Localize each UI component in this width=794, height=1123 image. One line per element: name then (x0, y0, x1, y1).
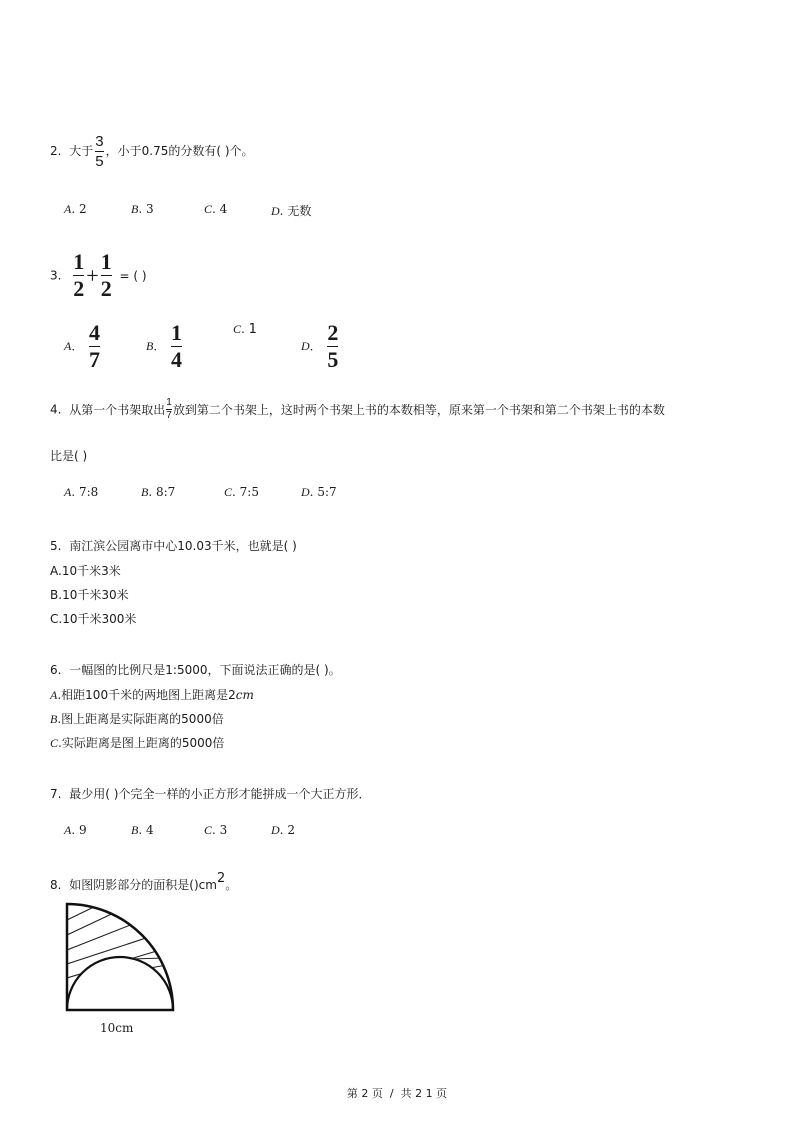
fraction: $\frac{1}{2}$ (100, 249, 112, 301)
q5-option-a: A.10千米3米 (50, 564, 121, 578)
question-stem: 南江滨公园离市中心10.03千米，也就是( ) (69, 539, 297, 553)
q5-option-b: B.10千米30米 (50, 588, 129, 602)
fraction: $\frac{4}{7}$ (88, 320, 100, 372)
fraction: $\frac{2}{5}$ (327, 320, 339, 372)
question-7 (50, 785, 370, 802)
option-d: D. 无数 (271, 204, 312, 218)
q7-option-d: D. 2 (271, 823, 295, 837)
q7-option-b: B. 4 (131, 823, 154, 837)
option-a: A. 2 (64, 202, 87, 216)
question-number: 3. (50, 268, 62, 283)
question-number: 7. (50, 787, 62, 801)
fraction: $\frac{1}{7}$ (166, 397, 172, 421)
fraction: $\frac{1}{4}$ (170, 320, 182, 372)
question-text-suffix: 放到第二个书架上，这时两个书架上书的本数相等，原来第一个书架和第二个书架上书的本数 (172, 403, 665, 417)
page-footer: 第 2 页 / 共 2 1 页 (346, 1087, 448, 1100)
fraction-denominator: 5 (95, 153, 104, 170)
question-number: 4. (50, 402, 62, 417)
q2-options (64, 202, 87, 217)
question-number: 6. (50, 663, 62, 677)
plus-sign: + (86, 262, 99, 288)
option-b: B. 3 (131, 202, 154, 216)
q6-option-b: B.图上距离是实际距离的5000倍 (50, 712, 224, 726)
q4-option-d: D. 5:7 (301, 485, 337, 499)
q5-option-c: C.10千米300米 (50, 612, 137, 626)
question-6 (50, 661, 341, 678)
q3-option-a: A. $\frac{4}{7}$ (64, 320, 100, 372)
quarter-circle-figure (60, 900, 185, 1020)
inner-semicircle-fill (67, 957, 173, 1010)
question-stem: 如图阴影部分的面积是()cm (69, 878, 217, 892)
option-c: C. 4 (204, 202, 228, 216)
figure-dimension-label: 10cm (100, 1021, 134, 1035)
q4-option-a: A. 7:8 (64, 485, 99, 499)
q6-option-a: A.相距100千米的两地图上距离是2cm (50, 688, 254, 702)
fraction: $\frac{1}{2}$ (73, 249, 85, 301)
question-number: 2. (50, 144, 62, 158)
fraction-numerator: 3 (95, 133, 104, 150)
question-number: 8. (50, 878, 62, 892)
question-number: 5. (50, 539, 62, 553)
question-3 (50, 251, 147, 300)
q4-option-b: B. 8:7 (141, 485, 176, 499)
q3-option-b: B. $\frac{1}{4}$ (146, 320, 182, 372)
q6-option-c: C.实际距离是图上距离的5000倍 (50, 736, 225, 750)
q7-option-c: C. 3 (204, 823, 228, 837)
question-4 (50, 398, 665, 421)
question-4-line2: 比是( ) (50, 449, 88, 463)
q4-option-c: C. 7:5 (224, 485, 259, 499)
question-stem: 一幅图的比例尺是1:5000，下面说法正确的是( )。 (69, 663, 341, 677)
question-text-suffix: ，小于0.75的分数有( )个。 (105, 144, 254, 158)
question-2 (50, 134, 254, 169)
fraction (95, 134, 103, 169)
superscript: 2 (216, 871, 226, 886)
question-text-suffix: = ( ) (119, 268, 147, 283)
q7-option-a: A. 9 (64, 823, 87, 837)
question-text-prefix: 从第一个书架取出 (69, 403, 166, 417)
q3-option-d: D. $\frac{2}{5}$ (301, 320, 339, 372)
fraction-bar (95, 151, 103, 152)
question-text-prefix: 大于 (69, 144, 94, 158)
question-8: 8. 如图阴影部分的面积是()cm2。 (50, 871, 238, 892)
question-stem: 最少用( )个完全一样的小正方形才能拼成一个大正方形． (69, 787, 371, 801)
question-5 (50, 537, 297, 554)
q3-option-c: C. 1 (233, 322, 257, 337)
